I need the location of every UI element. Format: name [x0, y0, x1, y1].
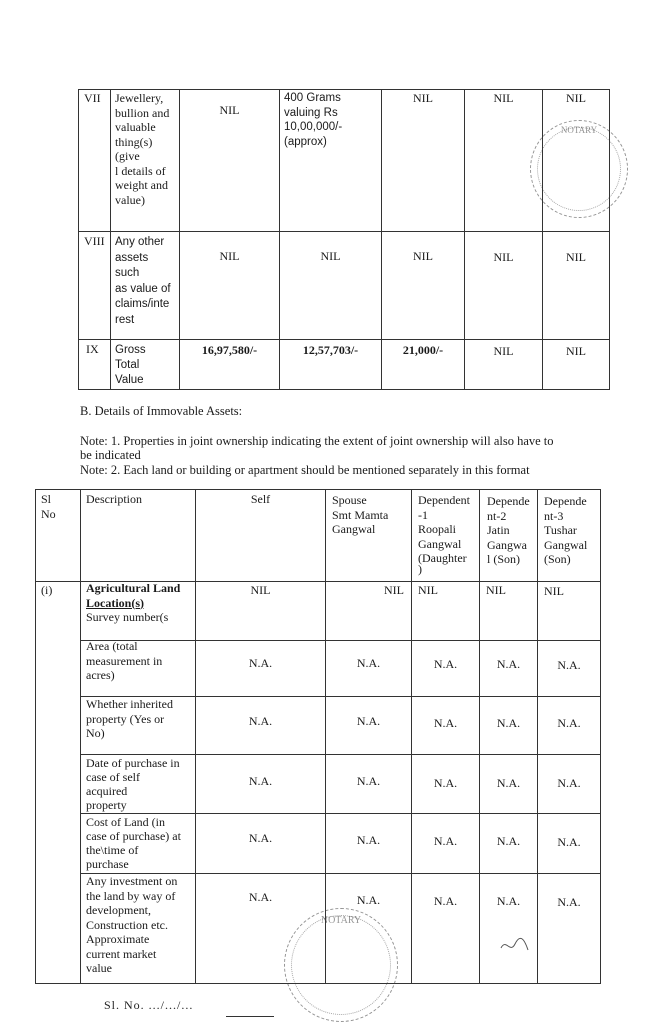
row-4-dependent-2: N.A.	[496, 776, 521, 790]
row-vii-spouse	[284, 91, 380, 149]
row-vii-dependent-2: NIL	[493, 91, 514, 105]
row-ix-sl: IX	[86, 342, 99, 356]
header-line: Jatin	[487, 523, 510, 537]
desc-line: No)	[86, 726, 105, 740]
sl-no-i: (i)	[41, 583, 53, 597]
spouse-line: 400 Grams	[284, 92, 341, 104]
row-inherited-description	[86, 697, 194, 741]
header-self: Self	[250, 492, 271, 506]
row-6-dependent-1: N.A.	[433, 894, 458, 908]
row-4-self: N.A.	[248, 774, 273, 788]
desc-line: such	[115, 267, 140, 279]
stamp-ring	[291, 915, 391, 1015]
header-line: No	[41, 506, 56, 521]
desc-line: as value of	[115, 282, 171, 295]
desc-line: rest	[115, 313, 135, 326]
header-line: -1	[418, 507, 428, 522]
desc-line: Whether inherited	[86, 697, 173, 711]
desc-line: claims/inte	[115, 298, 170, 310]
note-1-line-2: be indicated	[80, 448, 141, 462]
section-b-heading: B. Details of Immovable Assets:	[80, 404, 243, 418]
desc-line: the\time of	[86, 843, 139, 857]
header-line: )	[418, 561, 422, 576]
header-line: Dependent	[418, 493, 470, 507]
footer-serial-scrawl: Sl. No. .../.../...	[104, 998, 194, 1012]
desc-line: measurement in	[86, 653, 163, 668]
header-dependent-3	[544, 494, 587, 567]
row-viii-self: NIL	[219, 249, 240, 263]
header-description: Description	[86, 492, 142, 506]
header-dependent-2	[487, 494, 530, 567]
row-5-dependent-3: N.A.	[557, 835, 581, 849]
header-line: l (Son)	[487, 552, 520, 566]
row-viii-dependent-2: NIL	[493, 250, 514, 264]
row-viii-description	[115, 235, 179, 328]
header-line: Depende	[544, 494, 587, 508]
desc-line: purchase	[86, 857, 129, 871]
header-line: Sl	[41, 492, 52, 506]
signature-mark	[498, 934, 532, 958]
footer-underline	[226, 1016, 274, 1017]
row-2-dependent-2: N.A.	[496, 657, 521, 671]
desc-line: weight and	[115, 178, 168, 192]
desc-line: acres)	[86, 668, 115, 682]
row-1-self: NIL	[250, 583, 271, 597]
desc-line: bullion and	[115, 105, 170, 120]
row-vii-dependent-1: NIL	[413, 91, 433, 105]
row-6-spouse: N.A.	[356, 893, 381, 907]
note-1-line-1: Note: 1. Properties in joint ownership indicating the extent of joint ownership will also have to	[80, 434, 554, 448]
header-sl-no	[41, 492, 56, 521]
row-viii-spouse: NIL	[320, 249, 341, 263]
header-line: Gangwa	[487, 537, 527, 552]
row-2-spouse: N.A.	[356, 656, 381, 670]
header-line: Depende	[487, 494, 530, 508]
row-3-spouse: N.A.	[356, 714, 381, 728]
desc-line: Any investment on	[86, 874, 178, 888]
desc-line: assets	[115, 251, 149, 264]
row-5-dependent-1: N.A.	[433, 834, 458, 848]
desc-line: case of self	[86, 770, 140, 784]
row-title: Agricultural Land	[86, 581, 181, 595]
header-line: Smt Mamta	[332, 507, 389, 522]
desc-line: Date of purchase in	[86, 756, 180, 770]
header-line: (Daughter	[418, 551, 467, 565]
desc-line: thing(s)	[115, 134, 153, 149]
desc-line: Construction etc.	[86, 917, 168, 932]
desc-line: case of purchase) at	[86, 829, 181, 843]
row-vii-sl: VII	[84, 91, 101, 105]
row-5-dependent-2: N.A.	[496, 834, 521, 848]
stamp-ring	[537, 127, 621, 211]
row-2-dependent-3: N.A.	[557, 658, 581, 672]
row-2-dependent-1: N.A.	[433, 657, 458, 671]
desc-line: (give	[115, 149, 140, 163]
row-ix-dependent-1-total: 21,000/-	[402, 343, 444, 357]
desc-line: the land by way of	[86, 888, 176, 903]
row-4-dependent-3: N.A.	[557, 776, 581, 790]
header-line: (Son)	[544, 552, 571, 566]
row-vii-dependent-3: NIL	[566, 91, 586, 105]
desc-line: Jewellery,	[115, 91, 164, 105]
desc-line: current market	[86, 946, 157, 961]
notary-stamp-bottom	[284, 908, 398, 1022]
stamp-text: NOTARY	[560, 125, 598, 135]
row-agricultural-land-description	[86, 581, 194, 625]
row-6-self: N.A.	[248, 890, 273, 904]
row-1-dependent-2: NIL	[486, 583, 506, 597]
notary-stamp	[530, 120, 628, 218]
row-area-description	[86, 639, 194, 683]
desc-line: acquired	[86, 784, 128, 798]
header-line: nt-3	[544, 508, 564, 523]
row-cost-of-land-description	[86, 815, 194, 871]
row-1-spouse: NIL	[384, 583, 404, 597]
desc-line: valuable	[115, 120, 156, 134]
row-vii-self: NIL	[219, 103, 240, 117]
row-title: Location(s)	[86, 595, 144, 610]
desc-line: value	[86, 961, 112, 975]
desc-line: value)	[115, 192, 145, 207]
desc-line: Cost of Land (in	[86, 815, 165, 829]
row-ix-dependent-3-total: NIL	[566, 344, 586, 358]
row-1-dependent-1: NIL	[418, 583, 438, 597]
row-ix-spouse-total: 12,57,703/-	[302, 343, 359, 357]
desc-line: Approximate	[86, 932, 150, 946]
stamp-text: NOTARY	[320, 915, 362, 926]
spouse-line: valuing Rs	[284, 106, 338, 119]
row-6-dependent-3: N.A.	[557, 895, 581, 909]
header-dependent-1	[418, 493, 470, 576]
row-4-dependent-1: N.A.	[433, 776, 458, 790]
row-3-dependent-2: N.A.	[496, 716, 521, 730]
header-line: Gangwal	[544, 537, 588, 552]
desc-line: development,	[86, 903, 151, 917]
row-vii-description	[115, 91, 179, 207]
row-5-spouse: N.A.	[356, 833, 381, 847]
row-viii-sl: VIII	[84, 234, 105, 248]
desc-line: property (Yes or	[86, 711, 165, 726]
header-line: Gangwal	[332, 522, 376, 536]
row-3-dependent-3: N.A.	[557, 716, 581, 730]
row-date-of-purchase-description	[86, 756, 194, 812]
spouse-line: 10,00,000/-	[284, 121, 343, 133]
row-investment-description	[86, 874, 194, 976]
desc-line: Any other	[115, 236, 165, 248]
desc-line: Area (total	[86, 639, 138, 653]
row-4-spouse: N.A.	[356, 774, 381, 788]
row-viii-dependent-1: NIL	[413, 249, 433, 263]
desc-line: Total	[115, 359, 140, 371]
desc-line: Value	[115, 374, 144, 386]
header-line: Spouse	[332, 493, 367, 507]
row-viii-dependent-3: NIL	[566, 250, 586, 264]
row-ix-self-total: 16,97,580/-	[201, 343, 258, 357]
row-5-self: N.A.	[248, 831, 273, 845]
header-line: Tushar	[544, 523, 577, 537]
row-3-dependent-1: N.A.	[433, 716, 458, 730]
header-spouse	[332, 493, 388, 537]
row-1-dependent-3: NIL	[544, 584, 564, 598]
spouse-line: (approx)	[284, 135, 327, 148]
desc-line: Survey number(s	[86, 610, 169, 624]
header-line: Roopali	[418, 522, 456, 536]
desc-line: property	[86, 798, 127, 812]
row-ix-description	[115, 343, 179, 388]
row-2-self: N.A.	[248, 656, 273, 670]
desc-line: Gross	[115, 344, 146, 356]
desc-line: l details of	[115, 163, 166, 178]
row-ix-dependent-2-total: NIL	[493, 344, 514, 358]
row-3-self: N.A.	[248, 714, 273, 728]
header-line: Gangwal	[418, 536, 462, 551]
row-6-dependent-2: N.A.	[496, 894, 521, 908]
header-line: nt-2	[487, 508, 507, 523]
note-2: Note: 2. Each land or building or apartment should be mentioned separately in this format	[80, 463, 530, 477]
